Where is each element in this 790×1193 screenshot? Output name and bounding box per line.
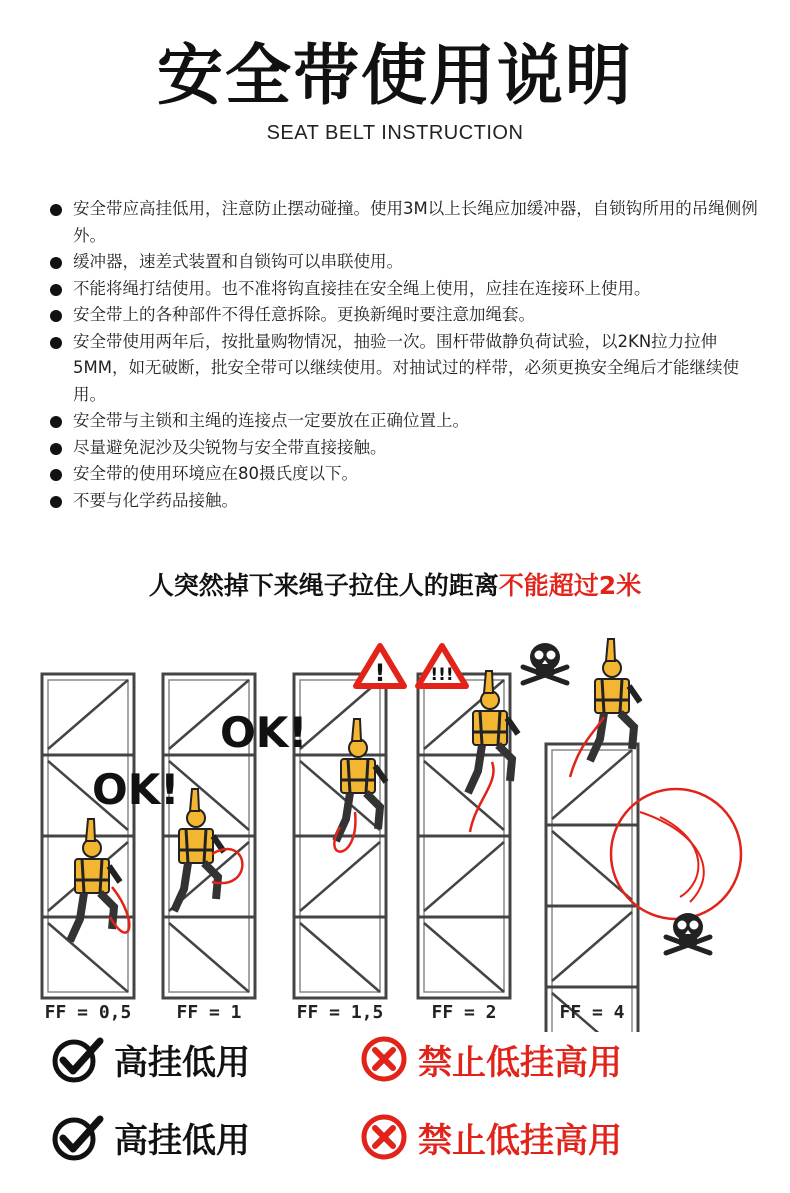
rule-item bbox=[48, 488, 758, 515]
bullet-dot bbox=[50, 257, 62, 269]
forbidden-usage-text: 禁止低挂高用 bbox=[418, 1120, 622, 1161]
rule-text: 安全带的使用环境应在80摄氏度以下。 bbox=[73, 464, 358, 483]
headline-highlight: 不能超过2米 bbox=[498, 571, 642, 600]
forbidden-usage-row bbox=[360, 1034, 622, 1084]
forbidden-usage-text: 禁止低挂高用 bbox=[418, 1042, 622, 1083]
fall-factor-illustration bbox=[0, 632, 790, 1032]
bullet-dot bbox=[50, 496, 62, 508]
ff-label: FF = 0,5 bbox=[44, 1002, 132, 1023]
ff-label: FF = 1,5 bbox=[296, 1002, 384, 1023]
ok-mark: OK! bbox=[92, 765, 180, 814]
check-circle-icon bbox=[52, 1035, 104, 1083]
page-subtitle: SEAT BELT INSTRUCTION bbox=[266, 122, 524, 144]
bullet-dot bbox=[50, 204, 62, 216]
rule-item bbox=[48, 276, 758, 303]
tower-ff-4 bbox=[523, 639, 741, 1032]
forbidden-usage-row bbox=[360, 1112, 622, 1162]
tower-ff-1-5 bbox=[294, 646, 404, 998]
rule-text: 不要与化学药品接触。 bbox=[73, 490, 238, 510]
fall-distance-headline bbox=[0, 566, 790, 602]
bullet-dot bbox=[50, 284, 62, 296]
page-title: 安全带使用说明 bbox=[157, 37, 633, 114]
ff-label: FF = 4 bbox=[559, 1002, 625, 1023]
skull-crossbones-icon bbox=[523, 643, 567, 683]
rule-text: 安全带上的各种部件不得任意拆除。更换新绳时要注意加绳套。 bbox=[73, 305, 535, 324]
ok-mark: OK! bbox=[220, 708, 308, 757]
correct-usage-text: 高挂低用 bbox=[114, 1042, 250, 1083]
rule-item bbox=[48, 249, 758, 276]
tower-ff-2 bbox=[418, 646, 518, 998]
svg-text:!!!: !!! bbox=[430, 665, 454, 685]
rule-item bbox=[48, 435, 758, 462]
ff-label: FF = 2 bbox=[431, 1002, 497, 1023]
rule-text: 安全带与主锁和主绳的连接点一定要放在正确位置上。 bbox=[73, 411, 469, 430]
rule-text: 安全带使用两年后，按批量购物情况，抽验一次。围杆带做静负荷试验，以2KN拉力拉伸5MM，如无破断，批安全带可以继续使用。对抽试过的样带，必须更换安全绳后才能继续使用。 bbox=[73, 331, 739, 404]
cross-circle-icon bbox=[360, 1035, 408, 1083]
rules-list bbox=[48, 196, 758, 514]
bullet-dot bbox=[50, 416, 62, 428]
rule-text: 缓冲器，速差式装置和自锁钩可以串联使用。 bbox=[73, 252, 403, 271]
bullet-dot bbox=[50, 337, 62, 349]
rule-item bbox=[48, 461, 758, 488]
bullet-dot bbox=[50, 469, 62, 481]
rule-text: 尽量避免泥沙及尖锐物与安全带直接接触。 bbox=[73, 437, 387, 457]
ff-label: FF = 1 bbox=[176, 1002, 242, 1023]
cross-circle-icon bbox=[360, 1113, 408, 1161]
bullet-dot bbox=[50, 310, 62, 322]
bullet-dot bbox=[50, 443, 62, 455]
rule-item bbox=[48, 302, 758, 329]
check-circle-icon bbox=[52, 1113, 104, 1161]
rule-item bbox=[48, 196, 758, 249]
correct-usage-row bbox=[52, 1034, 250, 1084]
rule-item bbox=[48, 408, 758, 435]
correct-usage-text: 高挂低用 bbox=[114, 1120, 250, 1161]
svg-text:!: ! bbox=[374, 659, 386, 687]
rule-text: 不能将绳打结使用。也不准将钩直接挂在安全绳上使用，应挂在连接环上使用。 bbox=[73, 278, 651, 298]
headline-main: 人突然掉下来绳子拉住人的距离 bbox=[148, 571, 499, 600]
rule-item bbox=[48, 329, 758, 409]
correct-usage-row bbox=[52, 1112, 250, 1162]
rule-text: 安全带应高挂低用，注意防止摆动碰撞。使用3M以上长绳应加缓冲器，自锁钩所用的吊绳侧例外。 bbox=[73, 199, 758, 245]
tower-ff-0-5 bbox=[42, 674, 134, 998]
